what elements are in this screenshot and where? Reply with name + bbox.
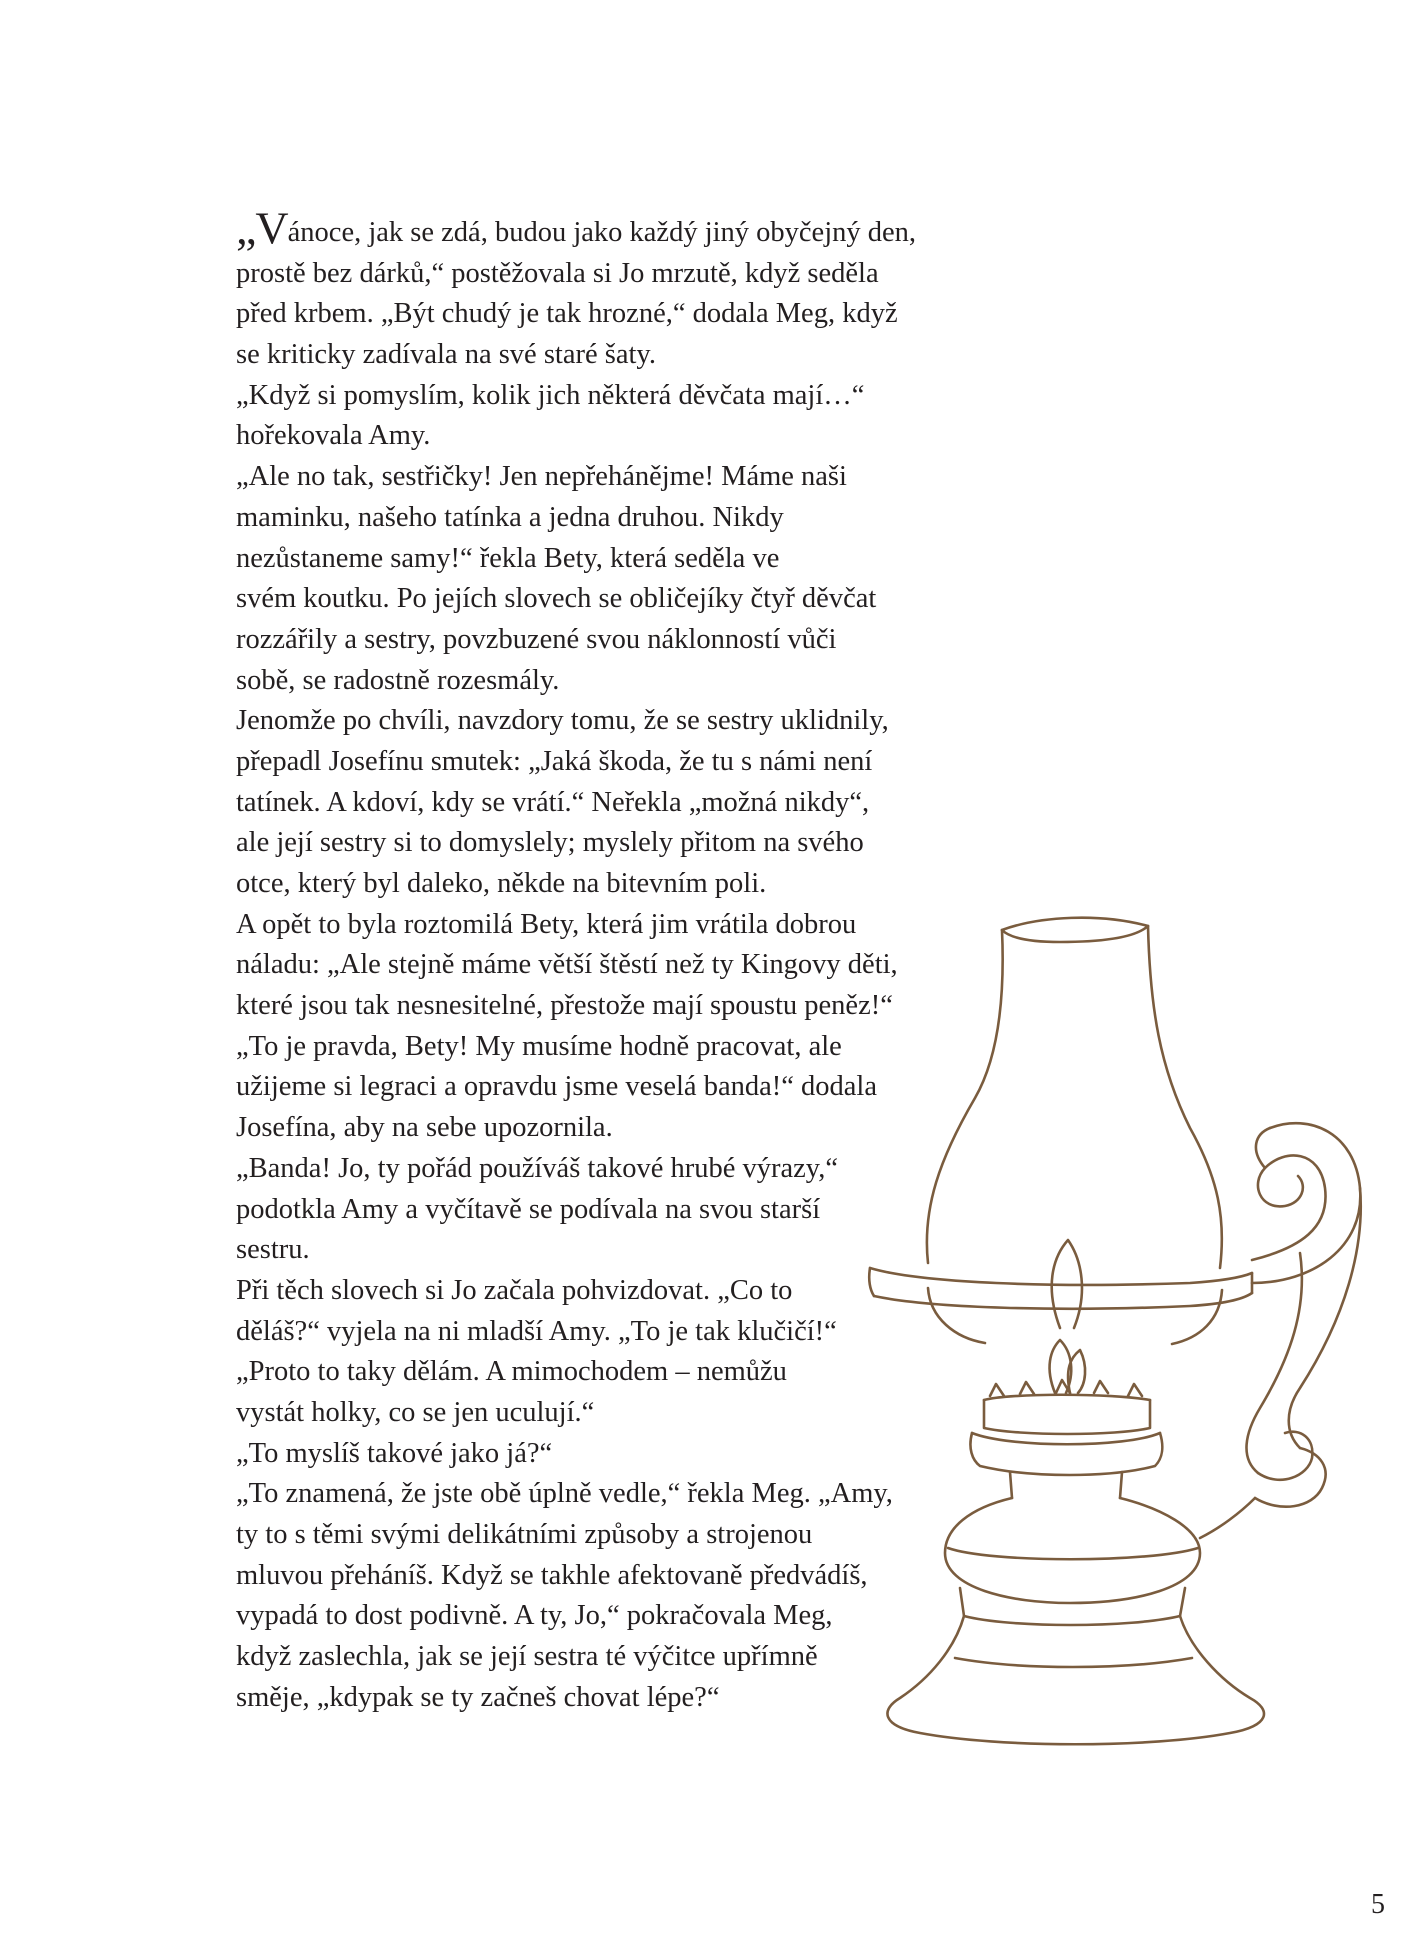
drop-cap: „V (236, 202, 288, 254)
story-line: tatínek. A kdoví, kdy se vrátí.“ Neřekla „možná nikdy“, (236, 786, 870, 818)
story-line: „To je pravda, Bety! My musíme hodně pracovat, ale (236, 1030, 842, 1062)
story-line-first (236, 202, 976, 254)
story-line: před krbem. „Být chudý je tak hrozné,“ dodala Meg, když (236, 298, 898, 330)
story-line: sestru. (236, 1234, 310, 1266)
story-line: nezůstaneme samy!“ řekla Bety, která seděla ve (236, 542, 780, 574)
oil-lamp-icon (860, 888, 1370, 1758)
story-line: mluvou přeháníš. Když se takhle afektovaně předvádíš, (236, 1559, 868, 1591)
story-line: děláš?“ vyjela na ni mladší Amy. „To je tak klučičí!“ (236, 1315, 837, 1347)
story-line: užijeme si legraci a opravdu jsme veselá banda!“ dodala (236, 1071, 877, 1103)
story-line: podotkla Amy a vyčítavě se podívala na svou starší (236, 1193, 821, 1225)
story-line: když zaslechla, jak se její sestra té výčitce upřímně (236, 1641, 818, 1673)
story-line: „To myslíš takové jako já?“ (236, 1437, 553, 1469)
story-line: svém koutku. Po jejích slovech se obličejíky čtyř děvčat (236, 583, 877, 615)
story-line: otce, který byl daleko, někde na bitevním poli. (236, 868, 767, 899)
story-line: přepadl Josefínu smutek: „Jaká škoda, že tu s námi není (236, 745, 873, 777)
story-line: ale její sestry si to domyslely; myslely přitom na svého (236, 827, 864, 859)
story-line: prostě bez dárků,“ postěžovala si Jo mrzutě, když seděla (236, 257, 879, 289)
story-line: maminku, našeho tatínka a jedna druhou. Nikdy (236, 501, 784, 533)
story-line: Josefína, aby na sebe upozornila. (236, 1112, 613, 1144)
story-line: „Když si pomyslím, kolik jich některá děvčata mají…“ (236, 379, 865, 411)
story-line-first-rest: ánoce, jak se zdá, budou jako každý jiný obyčejný den, (287, 217, 917, 248)
story-line: „Banda! Jo, ty pořád používáš takové hrubé výrazy,“ (236, 1152, 838, 1184)
story-line: A opět to byla roztomilá Bety, která jim vrátila dobrou (236, 908, 857, 940)
story-line: „Ale no tak, sestřičky! Jen nepřehánějme! Máme naši (236, 461, 847, 493)
story-line: sobě, se radostně rozesmály. (236, 664, 560, 696)
story-line: vystát holky, co se jen uculují.“ (236, 1396, 595, 1428)
story-line: ty to s těmi svými delikátními způsoby a strojenou (236, 1519, 813, 1550)
story-line: směje, „kdypak se ty začneš chovat lépe?“ (236, 1681, 720, 1713)
story-line: „Proto to taky dělám. A mimochodem – nemůžu (236, 1356, 787, 1388)
story-line: které jsou tak nesnesitelné, přestože mají spoustu peněz!“ (236, 990, 893, 1022)
story-line: vypadá to dost podivně. A ty, Jo,“ pokračovala Meg, (236, 1600, 833, 1632)
story-line: hořekovala Amy. (236, 420, 431, 452)
story-line: náladu: „Ale stejně máme větší štěstí než ty Kingovy děti, (236, 949, 898, 981)
story-line: rozzářily a sestry, povzbuzené svou náklonností vůči (236, 623, 837, 655)
story-line: „To znamená, že jste obě úplně vedle,“ řekla Meg. „Amy, (236, 1478, 893, 1510)
story-line: Jenomže po chvíli, navzdory tomu, že se sestry uklidnily, (236, 705, 889, 737)
page-number: 5 (1371, 1889, 1385, 1920)
story-line: Při těch slovech si Jo začala pohvizdovat. „Co to (236, 1274, 793, 1306)
story-line: se kriticky zadívala na své staré šaty. (236, 339, 656, 371)
